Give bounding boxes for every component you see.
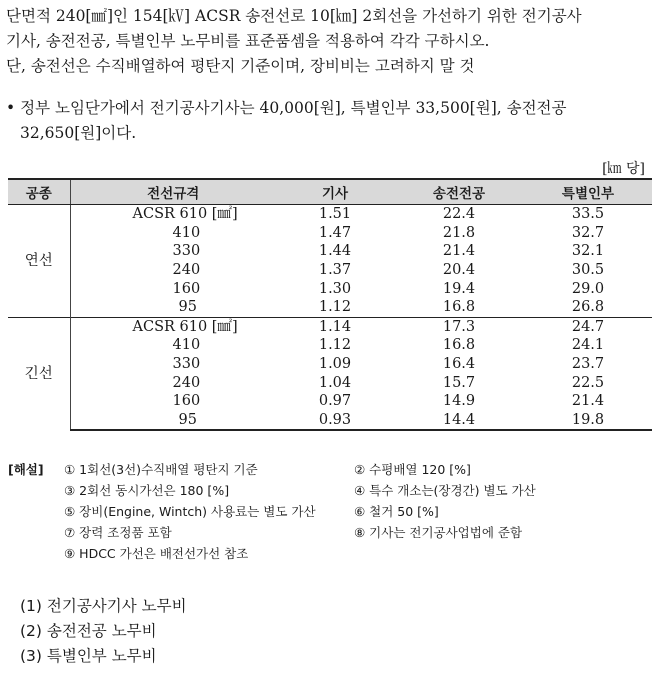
- bullet-icon: •: [6, 99, 16, 117]
- table-row: [8, 392, 652, 411]
- commentary: [8, 458, 658, 563]
- cell-spec: 410: [172, 224, 201, 241]
- cell-gisa: 1.14: [276, 317, 394, 336]
- cell-inbu: 26.8: [571, 299, 605, 316]
- group-label: 긴선: [8, 317, 70, 430]
- cell-inbu: 21.4: [571, 393, 605, 410]
- header-spec: 전선규격: [70, 179, 276, 205]
- cell-jeongong: 15.7: [442, 374, 476, 391]
- commentary-label: [해설]: [8, 461, 44, 477]
- cell-gisa: 0.97: [318, 393, 352, 410]
- cell-jeongong: 16.8: [442, 337, 476, 354]
- cell-gisa: 1.04: [318, 374, 352, 391]
- commentary-item: ⑧ 기사는 전기공사업법에 준함: [354, 524, 523, 540]
- cell-gisa: 1.51: [276, 205, 394, 224]
- commentary-item: ④ 특수 개소는(장경간) 별도 가산: [354, 482, 536, 498]
- cell-jeongong: 20.4: [442, 262, 476, 279]
- cell-gisa: 0.93: [276, 411, 394, 431]
- wage-note-line: • 정부 노임단가에서 전기공사기사는 40,000[원], 특별인부 33,500[원], 송전전공: [6, 99, 567, 117]
- question-item: (3) 특별인부 노무비: [20, 647, 157, 665]
- cell-inbu: 24.7: [524, 317, 652, 336]
- problem-statement: [6, 4, 656, 79]
- table-row: [8, 317, 652, 336]
- header-gongjong: 공종: [8, 179, 70, 205]
- group-label: 연선: [8, 205, 70, 318]
- commentary-item: ⑦ 장력 조정품 포함: [64, 524, 172, 540]
- cell-jeongong: 21.4: [442, 243, 476, 260]
- cell-jeongong: 16.4: [442, 356, 476, 373]
- cell-jeongong: 21.8: [442, 224, 476, 241]
- table-row: [8, 298, 652, 317]
- header-gisa: 기사: [276, 179, 394, 205]
- cell-inbu: 24.1: [571, 337, 605, 354]
- header-inbu: 특별인부: [524, 179, 652, 205]
- commentary-item: ⑨ HDCC 가선은 배전선가선 참조: [64, 545, 249, 561]
- cell-gisa: 1.30: [318, 280, 352, 297]
- cell-jeongong: 19.4: [442, 280, 476, 297]
- cell-spec: 160: [172, 280, 201, 297]
- cell-spec: 160: [172, 393, 201, 410]
- cell-jeongong: 17.3: [394, 317, 524, 336]
- question-item: (2) 송전전공 노무비: [20, 622, 157, 640]
- cell-jeongong: 22.4: [394, 205, 524, 224]
- cell-gisa: 1.12: [318, 337, 352, 354]
- problem-line: 단, 송전선은 수직배열하여 평탄지 기준이며, 장비비는 고려하지 말 것: [6, 57, 475, 75]
- cell-gisa: 1.47: [318, 224, 352, 241]
- problem-line: 기사, 송전전공, 특별인부 노무비를 표준품셈을 적용하여 각각 구하시오.: [6, 32, 490, 50]
- cell-jeongong: 16.8: [442, 299, 476, 316]
- cell-spec: 95: [70, 411, 276, 431]
- table-row: [8, 205, 652, 224]
- cell-spec: 410: [172, 337, 201, 354]
- table-row: [8, 336, 652, 355]
- problem-line: 단면적 240[㎟]인 154[㎸] ACSR 송전선로 10[㎞] 2회선을 가선하기 위한 전기공사: [6, 7, 582, 25]
- table-header-row: [8, 179, 652, 205]
- cell-gisa: 1.37: [318, 262, 352, 279]
- table-row: [8, 355, 652, 374]
- cell-jeongong: 14.4: [394, 411, 524, 431]
- cell-inbu: 19.8: [524, 411, 652, 431]
- table-row: [8, 242, 652, 261]
- commentary-item: ① 1회선(3선)수직배열 평탄지 기준: [64, 461, 258, 477]
- table-row: [8, 261, 652, 280]
- cell-gisa: 1.09: [318, 356, 352, 373]
- cell-gisa: 1.12: [318, 299, 352, 316]
- cell-inbu: 32.1: [571, 243, 605, 260]
- commentary-item: ② 수평배열 120 [%]: [354, 461, 471, 477]
- question-item: (1) 전기공사기사 노무비: [20, 597, 187, 615]
- table-row: [8, 224, 652, 243]
- cell-spec: ACSR 610 [㎟]: [70, 205, 276, 224]
- cell-inbu: 29.0: [571, 280, 605, 297]
- cell-spec: 95: [178, 299, 197, 316]
- cell-inbu: 32.7: [571, 224, 605, 241]
- cell-inbu: 30.5: [571, 262, 605, 279]
- wage-note-line: 32,650[원]이다.: [20, 124, 137, 142]
- cell-inbu: 33.5: [524, 205, 652, 224]
- table-unit: [㎞ 당]: [602, 161, 645, 177]
- wage-note: [6, 96, 656, 146]
- commentary-item: ③ 2회선 동시가선은 180 [%]: [64, 482, 230, 498]
- cell-inbu: 22.5: [571, 374, 605, 391]
- cell-spec: 330: [172, 356, 201, 373]
- cell-spec: 330: [172, 243, 201, 260]
- cell-gisa: 1.44: [318, 243, 352, 260]
- labor-table: [8, 178, 652, 431]
- table-row: [8, 279, 652, 298]
- cell-spec: ACSR 610 [㎟]: [70, 317, 276, 336]
- cell-spec: 240: [172, 262, 201, 279]
- header-jeongong: 송전전공: [394, 179, 524, 205]
- question-list: [20, 594, 187, 669]
- cell-spec: 240: [172, 374, 201, 391]
- table-row: [8, 373, 652, 392]
- commentary-item: ⑥ 철거 50 [%]: [354, 503, 439, 519]
- cell-jeongong: 14.9: [442, 393, 476, 410]
- cell-inbu: 23.7: [571, 356, 605, 373]
- table-row: [8, 411, 652, 431]
- commentary-item: ⑤ 장비(Engine, Wintch) 사용료는 별도 가산: [64, 503, 316, 519]
